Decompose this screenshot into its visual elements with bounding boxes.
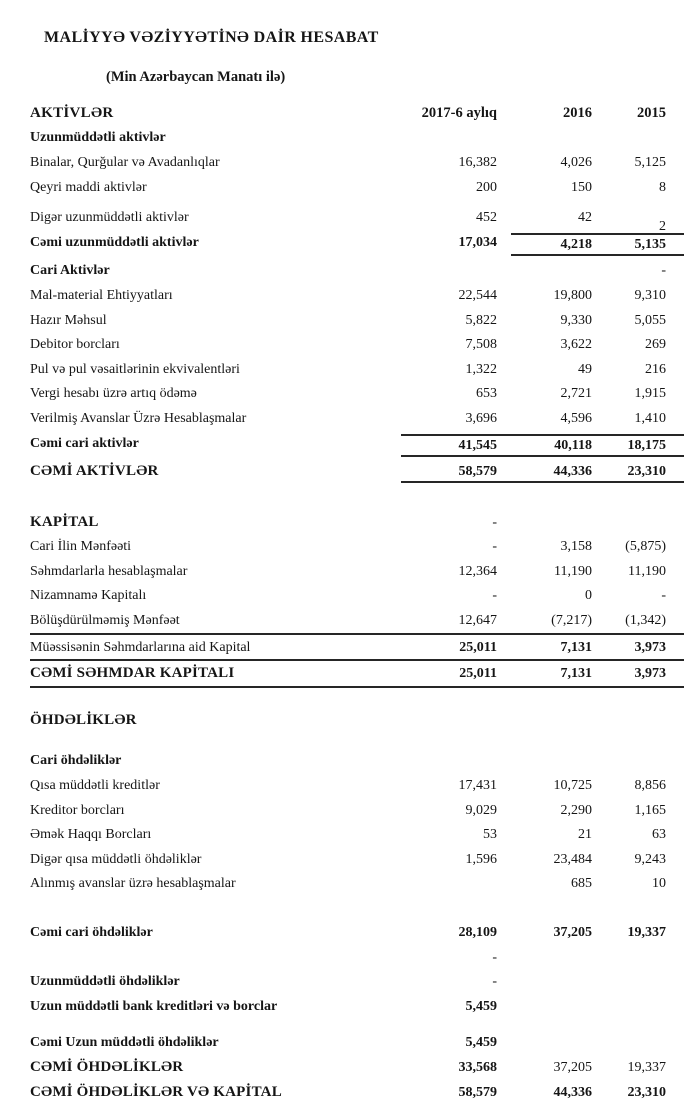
table-row [30,872,684,897]
row-value-2016: 4,218 [511,233,606,256]
row-value-2015: 2 [659,219,666,235]
row-value-2016: 9,330 [560,312,592,328]
row-value-2015: 10 [652,876,666,892]
row-value-2015: 5,135 [606,233,684,256]
row-value-2017: 1,596 [465,851,497,867]
table-row [30,1055,684,1080]
row-value-2015: 2015 [637,104,666,121]
row-value-2016: 23,484 [553,851,592,867]
table-row [30,205,684,235]
row-value-2016 [511,1033,606,1052]
row-value-2016: 2016 [563,104,592,121]
row-value-2017: 41,545 [401,434,511,457]
row-value-2017: 7,508 [465,337,497,353]
row-value-2017: 5,459 [465,998,497,1014]
row-label: Cari Aktivlər [30,263,110,279]
row-value-2016: 21 [578,827,592,843]
row-value-2017: - [492,974,497,990]
row-value-2016: 7,131 [560,639,592,655]
row-value-2015 [606,751,684,770]
row-value-2017: 25,011 [459,639,497,655]
row-value-2015: 19,337 [627,1059,666,1075]
row-value-2015: 269 [645,337,666,353]
table-row [30,920,684,945]
row-label: Əmək Haqqı Borcları [30,827,152,843]
row-label: Uzun müddətli bank kreditləri və borclar [30,998,278,1014]
row-value-2015: 3,973 [634,666,666,682]
row-value-2017: 25,011 [459,666,497,682]
row-value-2016: 42 [578,210,592,226]
row-value-2015: 8,856 [634,778,666,794]
row-value-2017 [401,128,511,147]
row-label: Vergi hesabı üzrə artıq ödəmə [30,386,197,402]
row-value-2017: 653 [476,386,497,402]
table-row [30,357,684,382]
table-row [30,708,684,733]
row-value-2016 [511,751,606,770]
table-row [30,945,684,970]
row-value-2017: 452 [476,210,497,226]
row-value-2016 [511,948,606,967]
row-value-2015 [606,513,684,532]
row-value-2015 [606,128,684,147]
table-row [30,101,684,126]
row-value-2015: - [661,263,666,279]
table-row [30,994,684,1019]
row-value-2016 [511,711,606,730]
row-value-2016: 37,205 [553,1059,592,1075]
row-label: Pul və pul vəsaitlərinin ekvivalentləri [30,361,240,377]
row-value-2017: 58,579 [458,1084,497,1100]
table-row [30,230,684,259]
row-label: Binalar, Qurğular və Avadanlıqlar [30,154,220,170]
table-row [30,822,684,847]
row-label: Kreditor borcları [30,802,125,818]
table-row [30,608,684,635]
table-row [30,798,684,823]
row-label: Cəmi uzunmüddətli aktivlər [30,234,199,250]
row-value-2015 [606,997,684,1016]
table-row [30,661,684,688]
table-row [30,847,684,872]
row-value-2015 [606,948,684,967]
table-row [30,150,684,175]
row-value-2016: 0 [585,588,592,604]
row-value-2015: 1,915 [634,386,666,402]
row-value-2015 [606,1033,684,1052]
row-label: Hazır Məhsul [30,312,107,328]
row-value-2017 [401,874,511,893]
row-label: Cari İlin Mənfəəti [30,539,132,555]
row-value-2016: 49 [578,361,592,377]
table-row [30,1031,684,1056]
row-value-2017: 53 [483,827,497,843]
table-row [30,559,684,584]
row-value-2016: 7,131 [560,666,592,682]
table-row [30,459,684,486]
row-value-2017: - [492,949,497,965]
row-value-2017: 16,382 [458,154,497,170]
row-value-2016: (7,217) [551,613,592,629]
row-label: ÖHDƏLİKLƏR [30,711,137,728]
row-label: Cəmi cari öhdəliklər [30,925,153,941]
row-label: Uzunmüddətli öhdəliklər [30,974,180,990]
row-value-2017: 12,647 [458,613,497,629]
row-value-2017: 12,364 [458,563,497,579]
row-label: Alınmış avanslar üzrə hesablaşmalar [30,876,236,892]
row-value-2015 [606,972,684,991]
table-row [30,431,684,460]
row-value-2015: 11,190 [628,563,666,579]
row-value-2017 [401,711,511,730]
table-row [30,283,684,308]
row-value-2017: 2017-6 aylıq [421,104,497,121]
row-value-2015: 216 [645,361,666,377]
row-label: Debitor borcları [30,337,120,353]
row-value-2015: 5,055 [634,312,666,328]
row-value-2015: 3,973 [634,639,666,655]
row-value-2015: 23,310 [627,1084,666,1100]
row-value-2017: 58,579 [401,462,511,483]
row-label: AKTİVLƏR [30,104,114,121]
row-label: Səhmdarlarla hesablaşmalar [30,563,188,579]
row-label: Qeyri maddi aktivlər [30,179,147,195]
row-value-2015: 5,125 [634,154,666,170]
row-value-2015: (1,342) [625,613,666,629]
row-value-2015: 63 [652,827,666,843]
row-label: Digər qısa müddətli öhdəliklər [30,851,202,867]
row-value-2017: 33,568 [458,1059,497,1075]
table-row [30,406,684,431]
row-value-2016 [511,261,606,280]
row-value-2017: 17,034 [458,234,497,250]
row-value-2015: 23,310 [606,462,684,483]
row-label: Digər uzunmüddətli aktivlər [30,210,189,226]
row-value-2016 [511,513,606,532]
row-value-2016: 150 [571,179,592,195]
row-value-2016 [511,997,606,1016]
table-row [30,1080,684,1104]
row-value-2015: 8 [659,179,666,195]
row-label: Verilmiş Avanslar Üzrə Hesablaşmalar [30,410,247,426]
row-label [30,948,401,967]
row-value-2016: 4,596 [560,410,592,426]
row-value-2016: 44,336 [553,1084,592,1100]
row-value-2017: 22,544 [458,287,497,303]
row-value-2017: 1,322 [465,361,497,377]
table-row [30,308,684,333]
row-label: Nizamnamə Kapitalı [30,588,147,604]
row-value-2016 [511,972,606,991]
row-value-2017: - [492,539,497,555]
row-value-2016: 19,800 [553,287,592,303]
row-label: Bölüşdürülməmiş Mənfəət [30,613,180,629]
row-value-2016: 2,290 [560,802,592,818]
table-row [30,535,684,560]
row-value-2017: 5,822 [465,312,497,328]
table-row [30,749,684,774]
row-label: KAPİTAL [30,513,99,530]
row-label: Cari öhdəliklər [30,753,122,769]
row-value-2016: 685 [571,876,592,892]
page-subtitle: (Min Azərbaycan Manatı ilə) [106,69,286,85]
row-value-2017: 200 [476,179,497,195]
row-value-2016: 4,026 [560,154,592,170]
row-value-2015: 1,165 [634,802,666,818]
row-label: CƏMİ AKTİVLƏR [30,463,159,480]
row-value-2015: 19,337 [627,925,666,941]
table-row [30,332,684,357]
row-value-2017: - [492,588,497,604]
row-value-2016: 37,205 [553,925,592,941]
table-row [30,635,684,662]
row-value-2015: (5,875) [625,539,666,555]
row-value-2015: - [661,588,666,604]
table-row [30,175,684,200]
row-value-2015: 1,410 [634,410,666,426]
table-row [30,584,684,609]
row-value-2016 [511,128,606,147]
row-value-2016: 3,622 [560,337,592,353]
row-value-2017 [401,751,511,770]
row-value-2016: 11,190 [554,563,592,579]
table-row [30,969,684,994]
row-label: CƏMİ SƏHMDAR KAPİTALI [30,665,235,682]
table-row [30,259,684,284]
table-row [30,382,684,407]
row-value-2017: 3,696 [465,410,497,426]
row-label: Cəmi cari aktivlər [30,435,139,451]
table-row [30,510,684,535]
row-label: Cəmi Uzun müddətli öhdəliklər [30,1035,219,1051]
row-value-2015: 9,310 [634,287,666,303]
row-label: CƏMİ ÖHDƏLİKLƏR VƏ KAPİTAL [30,1083,282,1100]
row-value-2015: 9,243 [634,851,666,867]
row-label: Mal-material Ehtiyyatları [30,287,173,303]
table-row [30,126,684,151]
row-value-2015: 18,175 [606,434,684,457]
page-title: MALİYYƏ VƏZİYYƏTİNƏ DAİR HESABAT [44,29,379,46]
row-value-2016: 10,725 [553,778,592,794]
statement-table [30,101,684,1104]
row-value-2015 [606,711,684,730]
table-row [30,773,684,798]
row-value-2016: 44,336 [511,462,606,483]
row-label: Qısa müddətli kreditlər [30,778,160,794]
row-value-2016: 40,118 [511,434,606,457]
row-label: Müəssisənin Səhmdarlarına aid Kapital [30,639,251,655]
row-value-2017 [401,261,511,280]
row-value-2017: 28,109 [458,925,497,941]
row-value-2017: 5,459 [465,1035,497,1051]
row-value-2016: 3,158 [560,539,592,555]
row-value-2017: - [492,514,497,530]
row-value-2017: 9,029 [465,802,497,818]
row-value-2017: 17,431 [458,778,497,794]
row-label: Uzunmüddətli aktivlər [30,130,166,146]
row-label: CƏMİ ÖHDƏLİKLƏR [30,1058,184,1075]
row-value-2016: 2,721 [560,386,592,402]
